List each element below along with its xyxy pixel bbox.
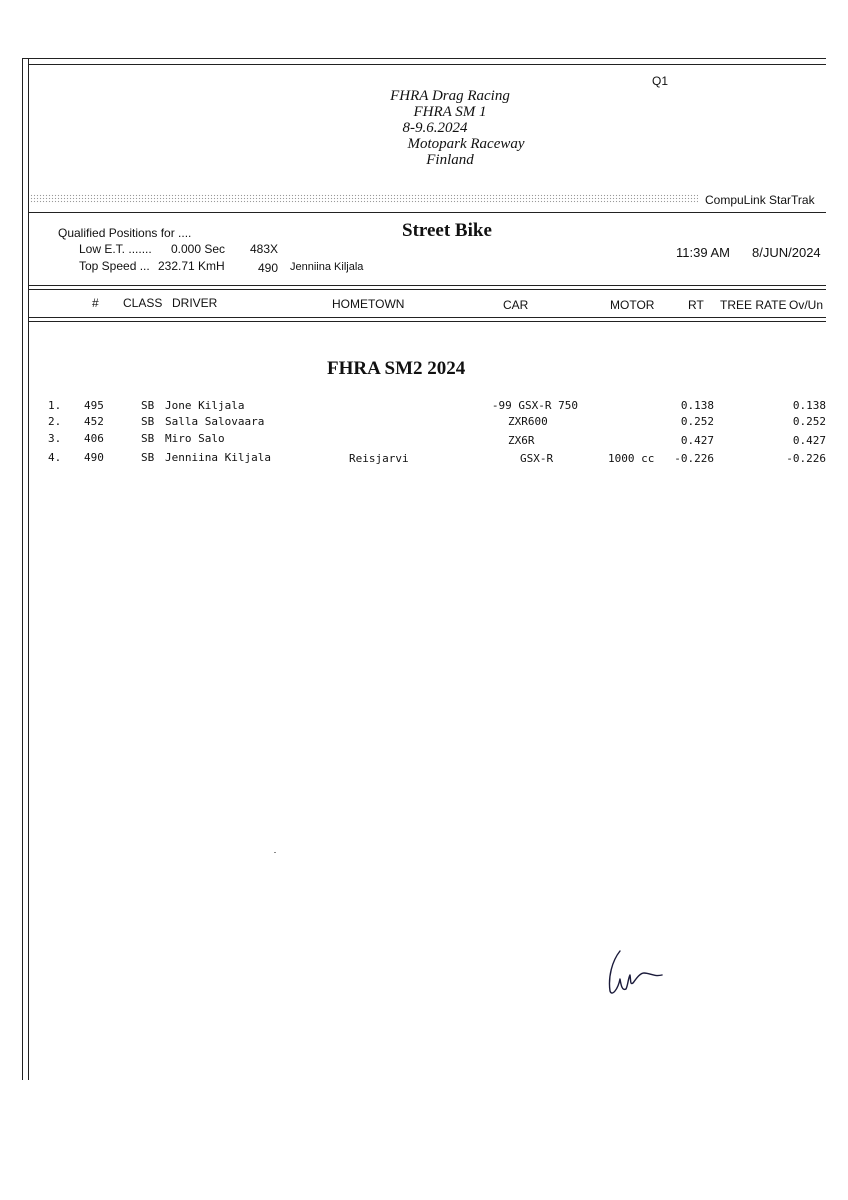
- class-title: Street Bike: [402, 220, 492, 241]
- event-title: [330, 88, 570, 168]
- low-et-value: 0.000 Sec: [171, 242, 226, 256]
- top-speed-label: Top Speed ...: [79, 259, 150, 273]
- signature: [600, 945, 670, 1001]
- qualified-label: Qualified Positions for ....: [58, 226, 192, 240]
- scan-mark: [274, 852, 276, 853]
- title-line: 8-9.6.2024: [402, 120, 468, 136]
- title-line: FHRA SM 1: [413, 104, 487, 120]
- row-hometown: Reisjarvi: [349, 452, 409, 465]
- row-driver: Jenniina Kiljala: [165, 451, 271, 464]
- sheet-code: Q1: [652, 74, 669, 88]
- row-car: ZX6R: [508, 434, 535, 447]
- brand-label: CompuLink StarTrak: [705, 193, 815, 207]
- row-driver: Miro Salo: [165, 432, 225, 445]
- top-border-inner: [28, 64, 826, 65]
- col-header-class: CLASS: [123, 296, 163, 310]
- top-speed-value: 232.71 KmH: [158, 259, 225, 273]
- row-class: SB: [141, 451, 155, 464]
- col-header-ov-un: Ov/Un: [789, 298, 824, 312]
- row-ov-un: -0.226: [786, 452, 826, 465]
- col-header-tree-rate: TREE RATE: [720, 298, 787, 312]
- title-line: Finland: [426, 152, 474, 168]
- row-driver: Jone Kiljala: [165, 399, 245, 412]
- col-header-rt: RT: [688, 298, 704, 312]
- col-header-number: #: [92, 296, 99, 310]
- report-date: 8/JUN/2024: [752, 245, 821, 260]
- column-header-rule-bottom-a: [28, 317, 826, 318]
- row-position: 4.: [48, 451, 62, 464]
- row-position: 2.: [48, 415, 62, 428]
- row-driver: Salla Salovaara: [165, 415, 265, 428]
- dotted-divider: [30, 194, 698, 203]
- row-class: SB: [141, 415, 155, 428]
- column-header-rule-top-b: [28, 289, 826, 290]
- row-motor: 1000 cc: [608, 452, 655, 465]
- col-header-hometown: HOMETOWN: [332, 297, 405, 311]
- row-position: 1.: [48, 399, 62, 412]
- row-rt: 0.138: [680, 399, 714, 412]
- report-time: 11:39 AM: [676, 245, 730, 260]
- row-car: GSX-R: [520, 452, 554, 465]
- top-speed-driver: Jenniina Kiljala: [290, 261, 364, 273]
- row-rt: 0.252: [680, 415, 714, 428]
- col-header-driver: DRIVER: [172, 296, 218, 310]
- row-number: 495: [84, 399, 104, 412]
- col-header-car: CAR: [503, 298, 529, 312]
- low-et-car: 483X: [250, 242, 279, 256]
- top-border-outer: [22, 58, 826, 59]
- row-car: -99 GSX-R 750: [491, 399, 578, 412]
- low-et-label: Low E.T. .......: [79, 242, 152, 256]
- row-rt: 0.427: [680, 434, 714, 447]
- row-rt: -0.226: [674, 452, 714, 465]
- row-number: 452: [84, 415, 104, 428]
- column-header-rule-bottom-b: [28, 321, 826, 322]
- col-header-motor: MOTOR: [610, 298, 655, 312]
- row-ov-un: 0.427: [792, 434, 826, 447]
- row-car: ZXR600: [508, 415, 548, 428]
- left-border-outer: [22, 58, 23, 1080]
- row-class: SB: [141, 432, 155, 445]
- title-line: Motopark Raceway: [407, 136, 525, 152]
- section-title: FHRA SM2 2024: [327, 358, 466, 379]
- row-number: 490: [84, 451, 104, 464]
- title-line: FHRA Drag Racing: [390, 88, 510, 104]
- header-rule: [28, 212, 826, 213]
- row-ov-un: 0.138: [792, 399, 826, 412]
- row-position: 3.: [48, 432, 62, 445]
- row-class: SB: [141, 399, 155, 412]
- column-header-rule-top-a: [28, 285, 826, 286]
- row-number: 406: [84, 432, 104, 445]
- top-speed-car: 490: [258, 261, 279, 275]
- row-ov-un: 0.252: [792, 415, 826, 428]
